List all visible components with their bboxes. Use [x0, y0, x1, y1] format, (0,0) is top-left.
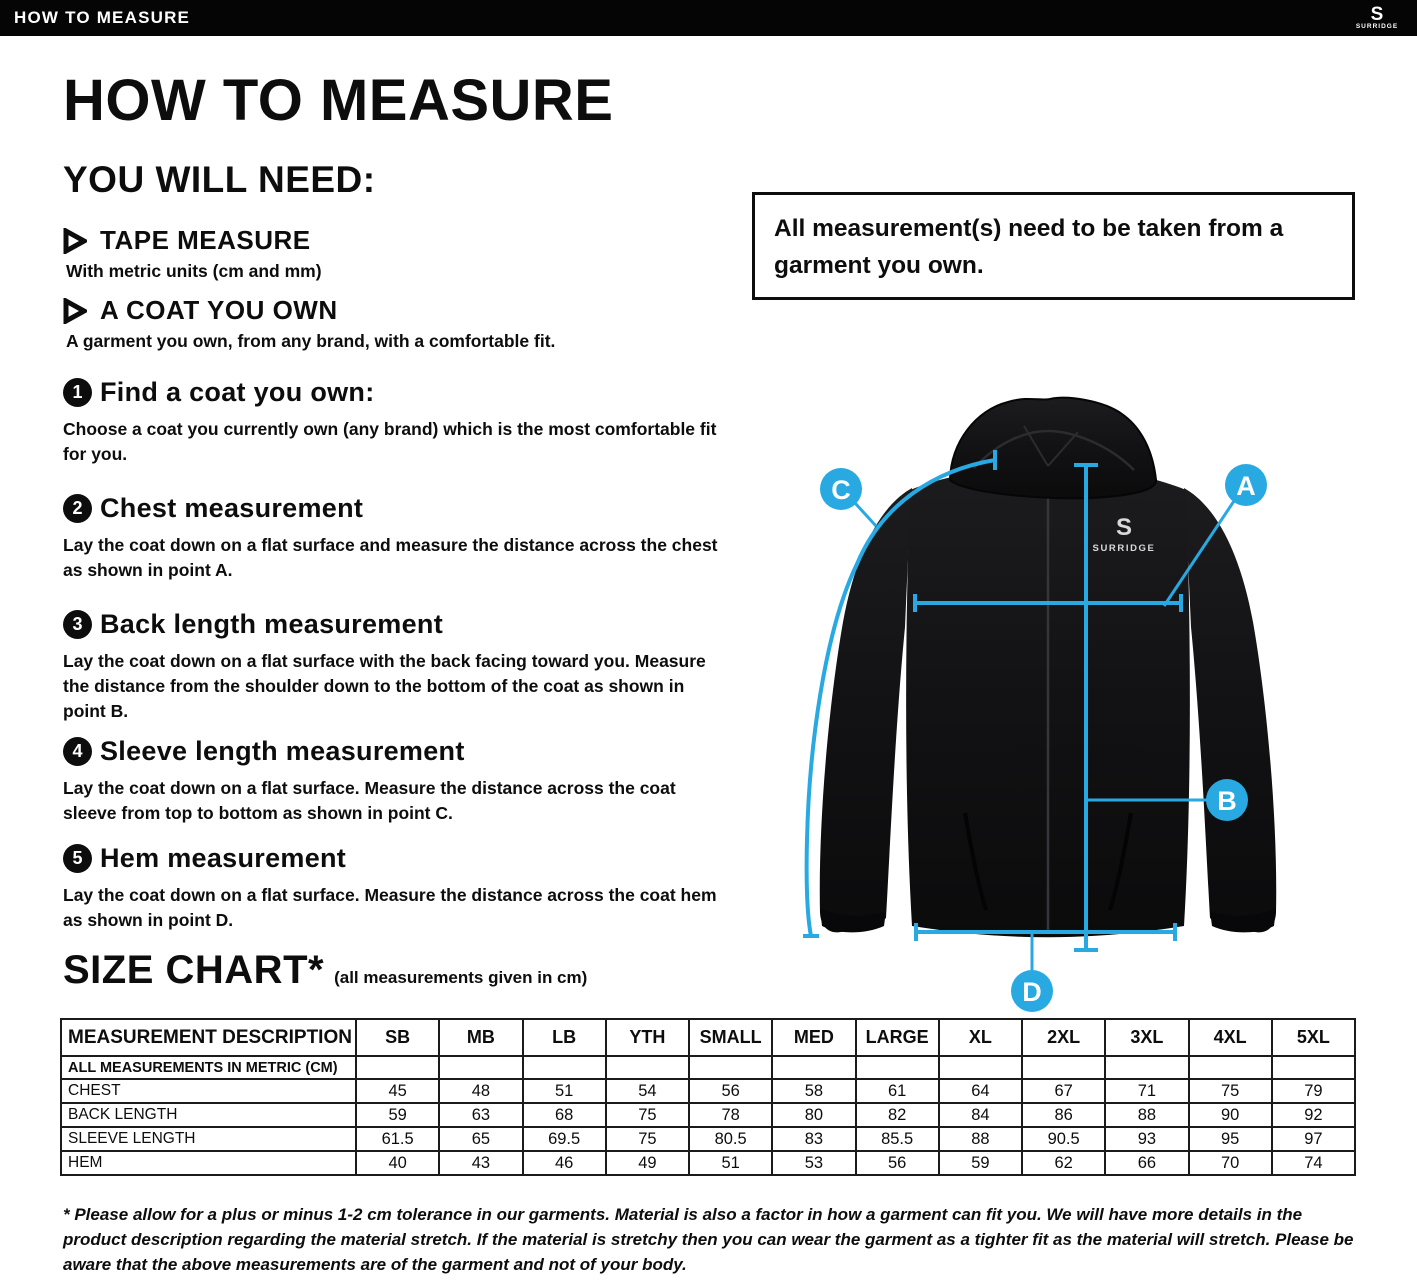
cell-value: 51: [523, 1079, 606, 1103]
jacket-measurement-diagram: [760, 370, 1400, 1030]
step-title: Back length measurement: [100, 609, 444, 639]
cell-value: 48: [439, 1079, 522, 1103]
cell-value: 93: [1105, 1127, 1188, 1151]
supply-label: A COAT YOU OWN: [100, 295, 338, 325]
cell-value: 53: [772, 1151, 855, 1175]
tolerance-footnote: * Please allow for a plus or minus 1-2 cm tolerance in our garments. Material is also a factor in how a garment can fit you. We will have more details in the product description regarding the material stretch. If the material is stretchy then you can wear the garment as a tighter fit as the material will stretch. Please be aware that the above measurements are of the garment and not of your body.: [63, 1205, 1354, 1274]
row-label: HEM: [61, 1151, 356, 1175]
cell-value: 51: [689, 1151, 772, 1175]
chest-logo-wordmark: SURRIDGE: [1092, 543, 1156, 554]
step-number-badge: 1: [63, 378, 92, 407]
column-header: 2XL: [1022, 1019, 1105, 1056]
cell-value: 65: [439, 1127, 522, 1151]
triangle-bullet-icon: [63, 228, 87, 254]
supply-description: With metric units (cm and mm): [66, 261, 322, 281]
cell-value: 90.5: [1022, 1127, 1105, 1151]
supply-description: A garment you own, from any brand, with a comfortable fit.: [66, 331, 556, 351]
cell-value: 61: [856, 1079, 939, 1103]
cell-value: 61.5: [356, 1127, 439, 1151]
step-title: Find a coat you own:: [100, 377, 375, 407]
column-header: LB: [523, 1019, 606, 1056]
cell-value: 45: [356, 1079, 439, 1103]
supply-item-coat: [63, 295, 743, 352]
cell-value: 59: [939, 1151, 1022, 1175]
row-label: BACK LENGTH: [61, 1103, 356, 1127]
column-header: 3XL: [1105, 1019, 1188, 1056]
step-4: [63, 736, 743, 826]
cell-value: 64: [939, 1079, 1022, 1103]
point-c-connector: [855, 503, 876, 526]
cell-value: 66: [1105, 1151, 1188, 1175]
column-header: 4XL: [1189, 1019, 1272, 1056]
cell-value: 78: [689, 1103, 772, 1127]
step-1: [63, 377, 743, 467]
cell-value: 80.5: [689, 1127, 772, 1151]
you-will-need-heading: YOU WILL NEED:: [63, 159, 376, 200]
size-chart-table: [60, 1018, 1356, 1176]
cell-value: 40: [356, 1151, 439, 1175]
column-header: 5XL: [1272, 1019, 1355, 1056]
cell-value: 95: [1189, 1127, 1272, 1151]
cell-value: 46: [523, 1151, 606, 1175]
table-row-hem: [61, 1151, 1355, 1175]
cell-value: 92: [1272, 1103, 1355, 1127]
cell-value: 56: [856, 1151, 939, 1175]
measurement-note-text: All measurement(s) need to be taken from a garment you own.: [774, 215, 1284, 279]
row-label: SLEEVE LENGTH: [61, 1127, 356, 1151]
cell-value: 83: [772, 1127, 855, 1151]
measure-point-a-label: A: [1236, 471, 1256, 501]
column-header: XL: [939, 1019, 1022, 1056]
table-row-back-length: [61, 1103, 1355, 1127]
jacket-left-sleeve: [820, 488, 912, 932]
table-row-chest: [61, 1079, 1355, 1103]
row-label: CHEST: [61, 1079, 356, 1103]
cell-value: 85.5: [856, 1127, 939, 1151]
step-body: Lay the coat down on a flat surface and measure the distance across the chest as shown in point A.: [63, 535, 718, 580]
cell-value: 54: [606, 1079, 689, 1103]
cell-value: 59: [356, 1103, 439, 1127]
cell-value: 97: [1272, 1127, 1355, 1151]
supply-item-tape-measure: [63, 225, 743, 282]
metric-note-row: [61, 1056, 1355, 1079]
step-number-badge: 5: [63, 844, 92, 873]
cell-value: 58: [772, 1079, 855, 1103]
cell-value: 49: [606, 1151, 689, 1175]
supply-label: TAPE MEASURE: [100, 225, 311, 255]
size-chart-header-row: [61, 1019, 1355, 1056]
cell-value: 80: [772, 1103, 855, 1127]
step-title: Sleeve length measurement: [100, 736, 465, 766]
cell-value: 63: [439, 1103, 522, 1127]
cell-value: 75: [1189, 1079, 1272, 1103]
table-row-sleeve-length: [61, 1127, 1355, 1151]
column-header: MEASUREMENT DESCRIPTION: [61, 1019, 356, 1056]
column-header: MED: [772, 1019, 855, 1056]
cell-value: 70: [1189, 1151, 1272, 1175]
step-3: [63, 609, 743, 724]
step-body: Lay the coat down on a flat surface with the back facing toward you. Measure the distance from the shoulder down to the bottom of the coat as shown in point B.: [63, 651, 706, 721]
measurement-note-box: [752, 192, 1355, 300]
cell-value: 75: [606, 1103, 689, 1127]
cell-value: 68: [523, 1103, 606, 1127]
step-2: [63, 493, 743, 583]
surridge-s-glyph-icon: S: [1370, 4, 1384, 25]
instructions-column: [63, 68, 743, 959]
cell-value: 67: [1022, 1079, 1105, 1103]
step-title: Hem measurement: [100, 843, 347, 873]
measure-point-d-label: D: [1022, 977, 1042, 1007]
cell-value: 88: [1105, 1103, 1188, 1127]
cell-value: 75: [606, 1127, 689, 1151]
step-body: Choose a coat you currently own (any brand) which is the most comfortable fit for you.: [63, 419, 717, 464]
top-bar-title: HOW TO MEASURE: [14, 8, 191, 27]
column-header: YTH: [606, 1019, 689, 1056]
column-header: SMALL: [689, 1019, 772, 1056]
cell-value: 43: [439, 1151, 522, 1175]
jacket-hood: [950, 398, 1156, 499]
step-5: [63, 843, 743, 933]
step-number-badge: 4: [63, 737, 92, 766]
cell-value: 69.5: [523, 1127, 606, 1151]
cell-value: 86: [1022, 1103, 1105, 1127]
size-chart-title: SIZE CHART*: [63, 948, 325, 992]
column-header: SB: [356, 1019, 439, 1056]
top-bar: [0, 0, 1417, 36]
cell-value: 82: [856, 1103, 939, 1127]
measure-point-b-label: B: [1217, 786, 1237, 816]
cell-value: 62: [1022, 1151, 1105, 1175]
page-title: HOW TO MEASURE: [63, 68, 614, 133]
step-number-badge: 3: [63, 610, 92, 639]
chest-logo-s-glyph: S: [1115, 514, 1133, 541]
cell-value: 71: [1105, 1079, 1188, 1103]
cell-value: 88: [939, 1127, 1022, 1151]
measure-point-c-label: C: [831, 475, 851, 505]
cell-value: 84: [939, 1103, 1022, 1127]
cell-value: 90: [1189, 1103, 1272, 1127]
size-chart-heading: [63, 948, 587, 993]
surridge-wordmark: SURRIDGE: [1355, 23, 1399, 30]
steps-list: [63, 377, 743, 933]
surridge-logo-icon: [1347, 1, 1407, 35]
column-header: MB: [439, 1019, 522, 1056]
step-body: Lay the coat down on a flat surface. Measure the distance across the coat hem as shown in point D.: [63, 885, 717, 930]
metric-note: ALL MEASUREMENTS IN METRIC (CM): [61, 1056, 356, 1079]
triangle-bullet-icon: [63, 298, 87, 324]
step-title: Chest measurement: [100, 493, 364, 523]
step-number-badge: 2: [63, 494, 92, 523]
column-header: LARGE: [856, 1019, 939, 1056]
cell-value: 56: [689, 1079, 772, 1103]
step-body: Lay the coat down on a flat surface. Measure the distance across the coat sleeve from top to bottom as shown in point C.: [63, 778, 676, 823]
cell-value: 79: [1272, 1079, 1355, 1103]
cell-value: 74: [1272, 1151, 1355, 1175]
size-chart-subtitle: (all measurements given in cm): [334, 968, 588, 987]
jacket-diagram-svg: [760, 370, 1400, 1030]
